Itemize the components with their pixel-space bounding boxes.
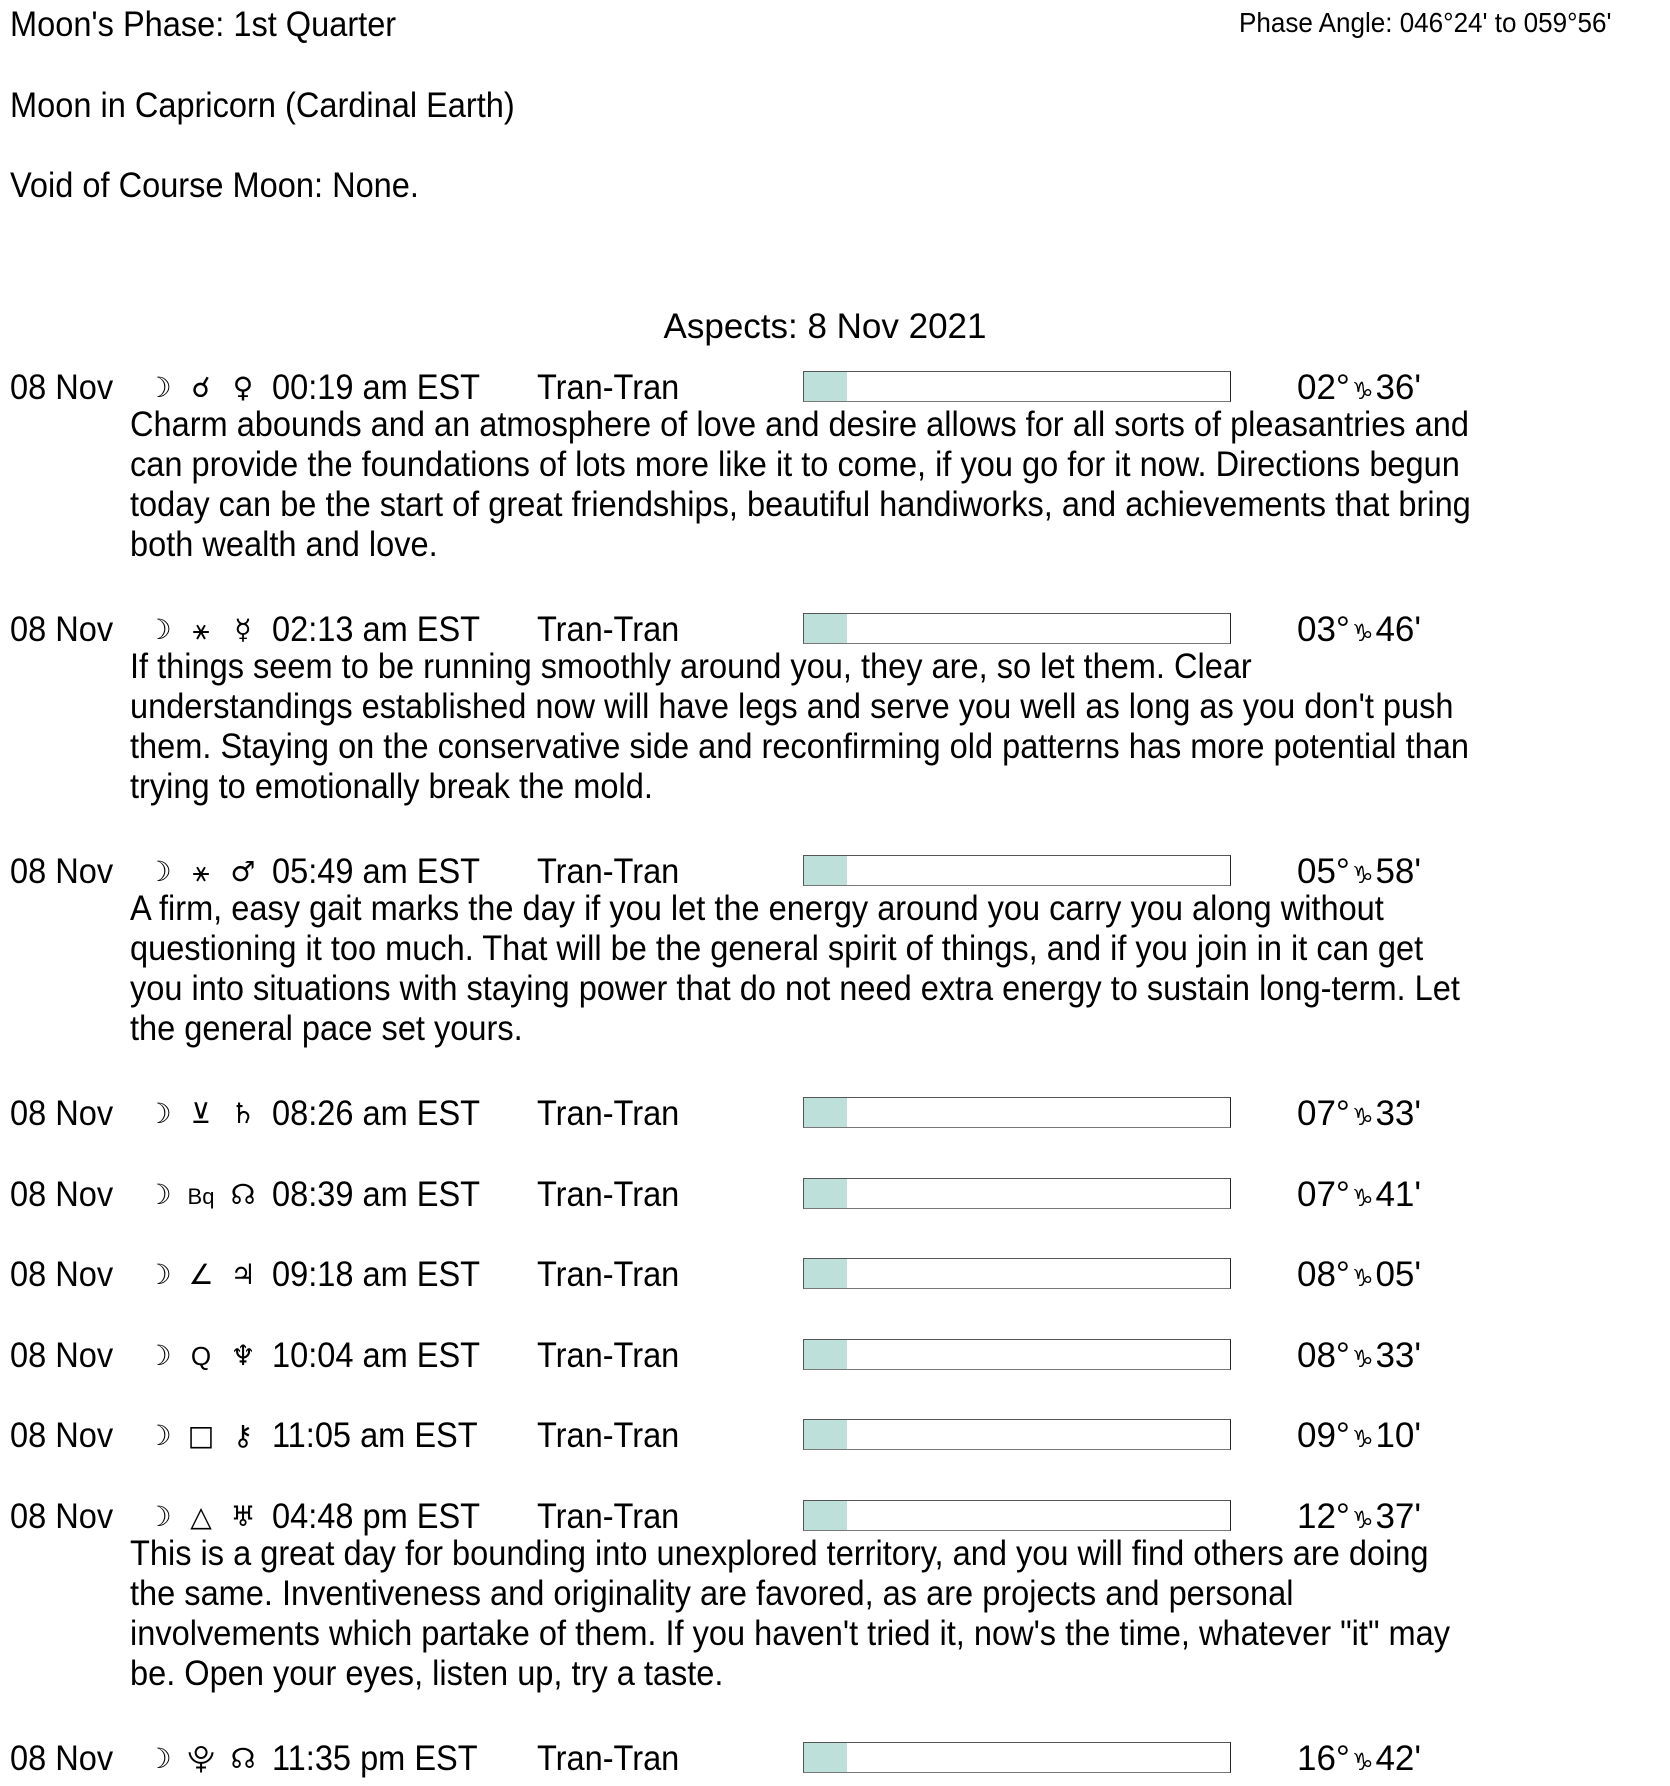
aspect-minutes: 36' [1375, 368, 1422, 407]
aspect-time-text: 11:05 am EST [272, 1416, 478, 1455]
quintile-icon: Q [190, 1340, 212, 1371]
interpretation-line: can provide the foundations of lots more like it to come, if you go for it now. Directions begun [130, 445, 1460, 484]
aspect-date-text: 08 Nov [10, 1335, 114, 1375]
saturn-icon: ♄ [230, 1097, 256, 1130]
aspect-minutes: 37' [1375, 1496, 1422, 1536]
jupiter-icon: ♃ [230, 1258, 256, 1291]
aspect-strength-bar [803, 855, 1231, 886]
capricorn-icon: ♑ [1351, 1103, 1374, 1131]
capricorn-icon: ♑ [1351, 1344, 1374, 1373]
moon-icon: ☽ [146, 1338, 172, 1372]
aspect-date [10, 1739, 121, 1779]
aspect-degree: 05° [1297, 852, 1350, 891]
uranus-icon: ♅ [230, 1499, 256, 1533]
aspect-strength-bar [803, 1500, 1231, 1531]
interpretation-line: questioning it too much. That will be the general spirit of things, and if you join in it can get [130, 929, 1424, 968]
aspect-type [537, 1336, 690, 1376]
aspect-time [272, 1416, 493, 1456]
aspect-strength-bar [803, 1419, 1231, 1450]
capricorn-icon: ♑ [1351, 861, 1374, 889]
aspect-row[interactable] [0, 852, 1670, 892]
aspect-degree: 09° [1297, 1416, 1350, 1455]
aspect-date-text: 08 Nov [10, 1255, 114, 1294]
aspect-position [1297, 1739, 1421, 1782]
moon-phase-text: Moon's Phase: 1st Quarter [10, 5, 397, 44]
aspect-type [537, 1497, 690, 1537]
aspect-type [537, 1175, 690, 1215]
aspect-time-text: 04:48 pm EST [272, 1496, 481, 1536]
capricorn-icon: ♑ [1351, 377, 1374, 405]
aspect-degree: 02° [1297, 368, 1350, 407]
aspect-type-text: Tran-Tran [537, 1416, 680, 1455]
aspect-date [10, 1255, 121, 1295]
aspect-type-text: Tran-Tran [537, 1738, 680, 1778]
north-node-icon: ☊ [230, 1741, 256, 1775]
sextile-icon: ⚹ [192, 855, 210, 888]
aspect-position [1297, 1175, 1421, 1218]
aspect-type [537, 1416, 690, 1456]
aspect-position [1297, 1336, 1421, 1379]
aspect-minutes: 10' [1375, 1416, 1422, 1455]
aspect-degree: 16° [1297, 1738, 1350, 1778]
moon-icon: ☽ [146, 855, 172, 888]
aspect-glyphs [138, 1336, 264, 1376]
mercury-icon: ☿ [234, 613, 252, 646]
moon-icon: ☽ [146, 1741, 172, 1775]
aspect-strength-bar [803, 371, 1231, 402]
aspect-row[interactable] [0, 610, 1670, 650]
aspect-type [537, 1255, 690, 1295]
moon-icon: ☽ [146, 613, 172, 646]
semi-sextile-icon: ⊻ [190, 1097, 212, 1130]
neptune-icon: ♆ [230, 1338, 256, 1372]
capricorn-icon: ♑ [1351, 1747, 1374, 1776]
mars-icon: ♂ [230, 855, 256, 888]
phase-angle-text: Phase Angle: 046°24' to 059°56' [1239, 7, 1612, 38]
capricorn-icon: ♑ [1351, 1183, 1374, 1212]
aspect-time [272, 368, 496, 408]
aspect-time [272, 1739, 493, 1779]
moon-icon: ☽ [146, 371, 172, 404]
capricorn-icon: ♑ [1351, 619, 1374, 647]
moon-phase [10, 5, 425, 45]
aspect-position [1297, 1094, 1421, 1137]
interpretation-line: If things seem to be running smoothly around you, they are, so let them. Clear [130, 647, 1252, 686]
aspect-strength-bar [803, 1742, 1231, 1773]
aspect-strength-fill [804, 1179, 847, 1208]
aspect-date [10, 368, 121, 408]
sesquiquadrate-icon: ⯓ [187, 1741, 215, 1775]
aspect-type [537, 1094, 690, 1134]
aspect-strength-fill [804, 1501, 847, 1530]
moon-icon: ☽ [146, 1419, 172, 1452]
moon-icon: ☽ [146, 1499, 172, 1533]
aspect-time-text: 08:39 am EST [272, 1174, 481, 1214]
aspect-strength-fill [804, 1098, 847, 1127]
aspect-time [272, 1175, 496, 1215]
aspect-degree: 03° [1297, 610, 1350, 649]
aspect-date [10, 610, 121, 650]
interpretation-line: the same. Inventiveness and originality are favored, as are projects and personal [130, 1573, 1294, 1613]
square-icon: □ [187, 1419, 215, 1452]
aspect-interpretation [130, 889, 1670, 1049]
aspect-row[interactable] [0, 1255, 1670, 1295]
aspect-position [1297, 1255, 1421, 1298]
aspect-degree: 07° [1297, 1094, 1350, 1133]
aspect-minutes: 33' [1375, 1335, 1422, 1375]
aspect-date [10, 1094, 121, 1134]
aspect-glyphs [138, 610, 264, 650]
interpretation-line: A firm, easy gait marks the day if you let the energy around you carry you along without [130, 889, 1384, 928]
aspect-type [537, 610, 690, 650]
aspect-type-text: Tran-Tran [537, 368, 680, 407]
aspect-type-text: Tran-Tran [537, 1496, 680, 1536]
aspect-glyphs [138, 852, 264, 892]
aspect-date-text: 08 Nov [10, 1738, 114, 1778]
aspect-date-text: 08 Nov [10, 1496, 114, 1536]
aspect-row[interactable] [0, 1175, 1670, 1215]
aspect-strength-fill [804, 1259, 847, 1288]
aspect-glyphs [138, 1255, 264, 1295]
aspect-strength-bar [803, 613, 1231, 644]
aspect-minutes: 41' [1375, 1174, 1422, 1214]
aspect-row[interactable] [0, 1416, 1670, 1456]
aspect-time-text: 02:13 am EST [272, 610, 481, 649]
aspect-degree: 08° [1297, 1255, 1350, 1294]
aspect-type [537, 368, 690, 408]
aspect-date-text: 08 Nov [10, 1416, 114, 1455]
aspect-date-text: 08 Nov [10, 1174, 114, 1214]
aspect-date [10, 1416, 121, 1456]
aspect-glyphs [138, 1175, 264, 1217]
aspect-interpretation [130, 1534, 1670, 1694]
aspect-date [10, 852, 121, 892]
aspect-minutes: 42' [1375, 1738, 1422, 1778]
aspect-type-text: Tran-Tran [537, 1335, 680, 1375]
aspect-minutes: 33' [1375, 1094, 1422, 1133]
aspect-date-text: 08 Nov [10, 610, 114, 649]
aspect-time [272, 852, 496, 892]
aspect-strength-bar [803, 1258, 1231, 1289]
aspect-date [10, 1497, 121, 1537]
aspect-interpretation [130, 405, 1670, 565]
aspect-time-text: 09:18 am EST [272, 1255, 481, 1294]
aspect-strength-fill [804, 614, 847, 643]
trine-icon: △ [190, 1499, 212, 1533]
aspect-glyphs [138, 1094, 264, 1134]
aspect-type [537, 1739, 690, 1779]
aspect-minutes: 46' [1375, 610, 1422, 649]
interpretation-line: both wealth and love. [130, 525, 438, 564]
moon-sign-text: Moon in Capricorn (Cardinal Earth) [10, 86, 515, 125]
void-of-course-text: Void of Course Moon: None. [10, 166, 419, 205]
void-of-course [10, 166, 450, 206]
aspect-type-text: Tran-Tran [537, 852, 680, 891]
moon-icon: ☽ [146, 1177, 172, 1211]
aspect-type-text: Tran-Tran [537, 1174, 680, 1214]
aspect-row[interactable] [0, 1094, 1670, 1134]
aspect-type-text: Tran-Tran [537, 610, 680, 649]
sextile-icon: ⚹ [192, 613, 210, 646]
aspects-title: Aspects: 8 Nov 2021 [663, 307, 987, 346]
aspect-strength-bar [803, 1097, 1231, 1128]
semi-square-icon: ∠ [188, 1258, 214, 1291]
north-node-icon: ☊ [230, 1177, 256, 1211]
interpretation-line: Charm abounds and an atmosphere of love and desire allows for all sorts of pleasantries and [130, 405, 1469, 444]
aspect-degree: 12° [1297, 1496, 1350, 1536]
aspect-type-text: Tran-Tran [537, 1094, 680, 1133]
aspect-time [272, 610, 496, 650]
capricorn-icon: ♑ [1351, 1505, 1374, 1534]
aspect-row[interactable] [0, 368, 1670, 408]
moon-sign [10, 86, 553, 126]
aspect-interpretation [130, 647, 1670, 807]
aspect-time-text: 00:19 am EST [272, 368, 481, 407]
aspect-row[interactable] [0, 1739, 1670, 1779]
aspect-row[interactable] [0, 1497, 1670, 1537]
aspect-glyphs [138, 368, 264, 408]
aspect-strength-fill [804, 1743, 847, 1772]
interpretation-line: the general pace set yours. [130, 1009, 523, 1048]
biquintile-icon: Bq [187, 1183, 215, 1209]
aspect-type-text: Tran-Tran [537, 1255, 680, 1294]
aspect-glyphs [138, 1497, 264, 1537]
aspect-time [272, 1336, 496, 1376]
aspect-time [272, 1255, 496, 1295]
aspect-date-text: 08 Nov [10, 1094, 114, 1133]
aspect-date [10, 1336, 121, 1376]
chiron-icon: ⚷ [232, 1419, 254, 1452]
aspect-date [10, 1175, 121, 1215]
interpretation-line: today can be the start of great friendships, beautiful handiworks, and achievements that bring [130, 485, 1471, 524]
moon-icon: ☽ [146, 1258, 172, 1291]
aspect-strength-bar [803, 1339, 1231, 1370]
aspect-glyphs [138, 1416, 264, 1456]
aspect-type [537, 852, 690, 892]
aspect-strength-bar [803, 1178, 1231, 1209]
aspect-time [272, 1497, 496, 1537]
aspect-degree: 08° [1297, 1335, 1350, 1375]
aspect-strength-fill [804, 1420, 847, 1449]
interpretation-line: understandings established now will have legs and serve you well as long as you don't push [130, 687, 1454, 726]
aspect-minutes: 05' [1375, 1255, 1422, 1294]
interpretation-line: involvements which partake of them. If you haven't tried it, now's the time, whatever "it" may [130, 1613, 1451, 1653]
aspect-time [272, 1094, 496, 1134]
aspect-date-text: 08 Nov [10, 368, 114, 407]
aspect-strength-fill [804, 856, 847, 885]
aspect-degree: 07° [1297, 1174, 1350, 1214]
aspect-time-text: 11:35 pm EST [272, 1738, 478, 1778]
aspect-strength-fill [804, 372, 847, 401]
aspect-strength-fill [804, 1340, 847, 1369]
interpretation-line: them. Staying on the conservative side and reconfirming old patterns has more potential than [130, 727, 1469, 766]
interpretation-line: be. Open your eyes, listen up, try a taste. [130, 1653, 724, 1693]
interpretation-line: This is a great day for bounding into unexplored territory, and you will find others are doing [130, 1533, 1429, 1573]
venus-icon: ♀ [232, 371, 254, 404]
aspect-glyphs [138, 1739, 264, 1779]
interpretation-line: you into situations with staying power that do not need extra energy to sustain long-term. Let [130, 969, 1460, 1008]
capricorn-icon: ♑ [1351, 1425, 1374, 1453]
conjunction-icon: ☌ [191, 371, 211, 404]
aspect-position [1297, 1416, 1421, 1459]
moon-icon: ☽ [146, 1097, 172, 1130]
aspect-row[interactable] [0, 1336, 1670, 1376]
aspect-time-text: 10:04 am EST [272, 1335, 481, 1375]
aspect-time-text: 08:26 am EST [272, 1094, 481, 1133]
interpretation-line: trying to emotionally break the mold. [130, 767, 653, 806]
aspect-minutes: 58' [1375, 852, 1422, 891]
phase-angle [1239, 6, 1640, 40]
capricorn-icon: ♑ [1351, 1264, 1374, 1292]
aspect-date-text: 08 Nov [10, 852, 114, 891]
aspect-time-text: 05:49 am EST [272, 852, 481, 891]
